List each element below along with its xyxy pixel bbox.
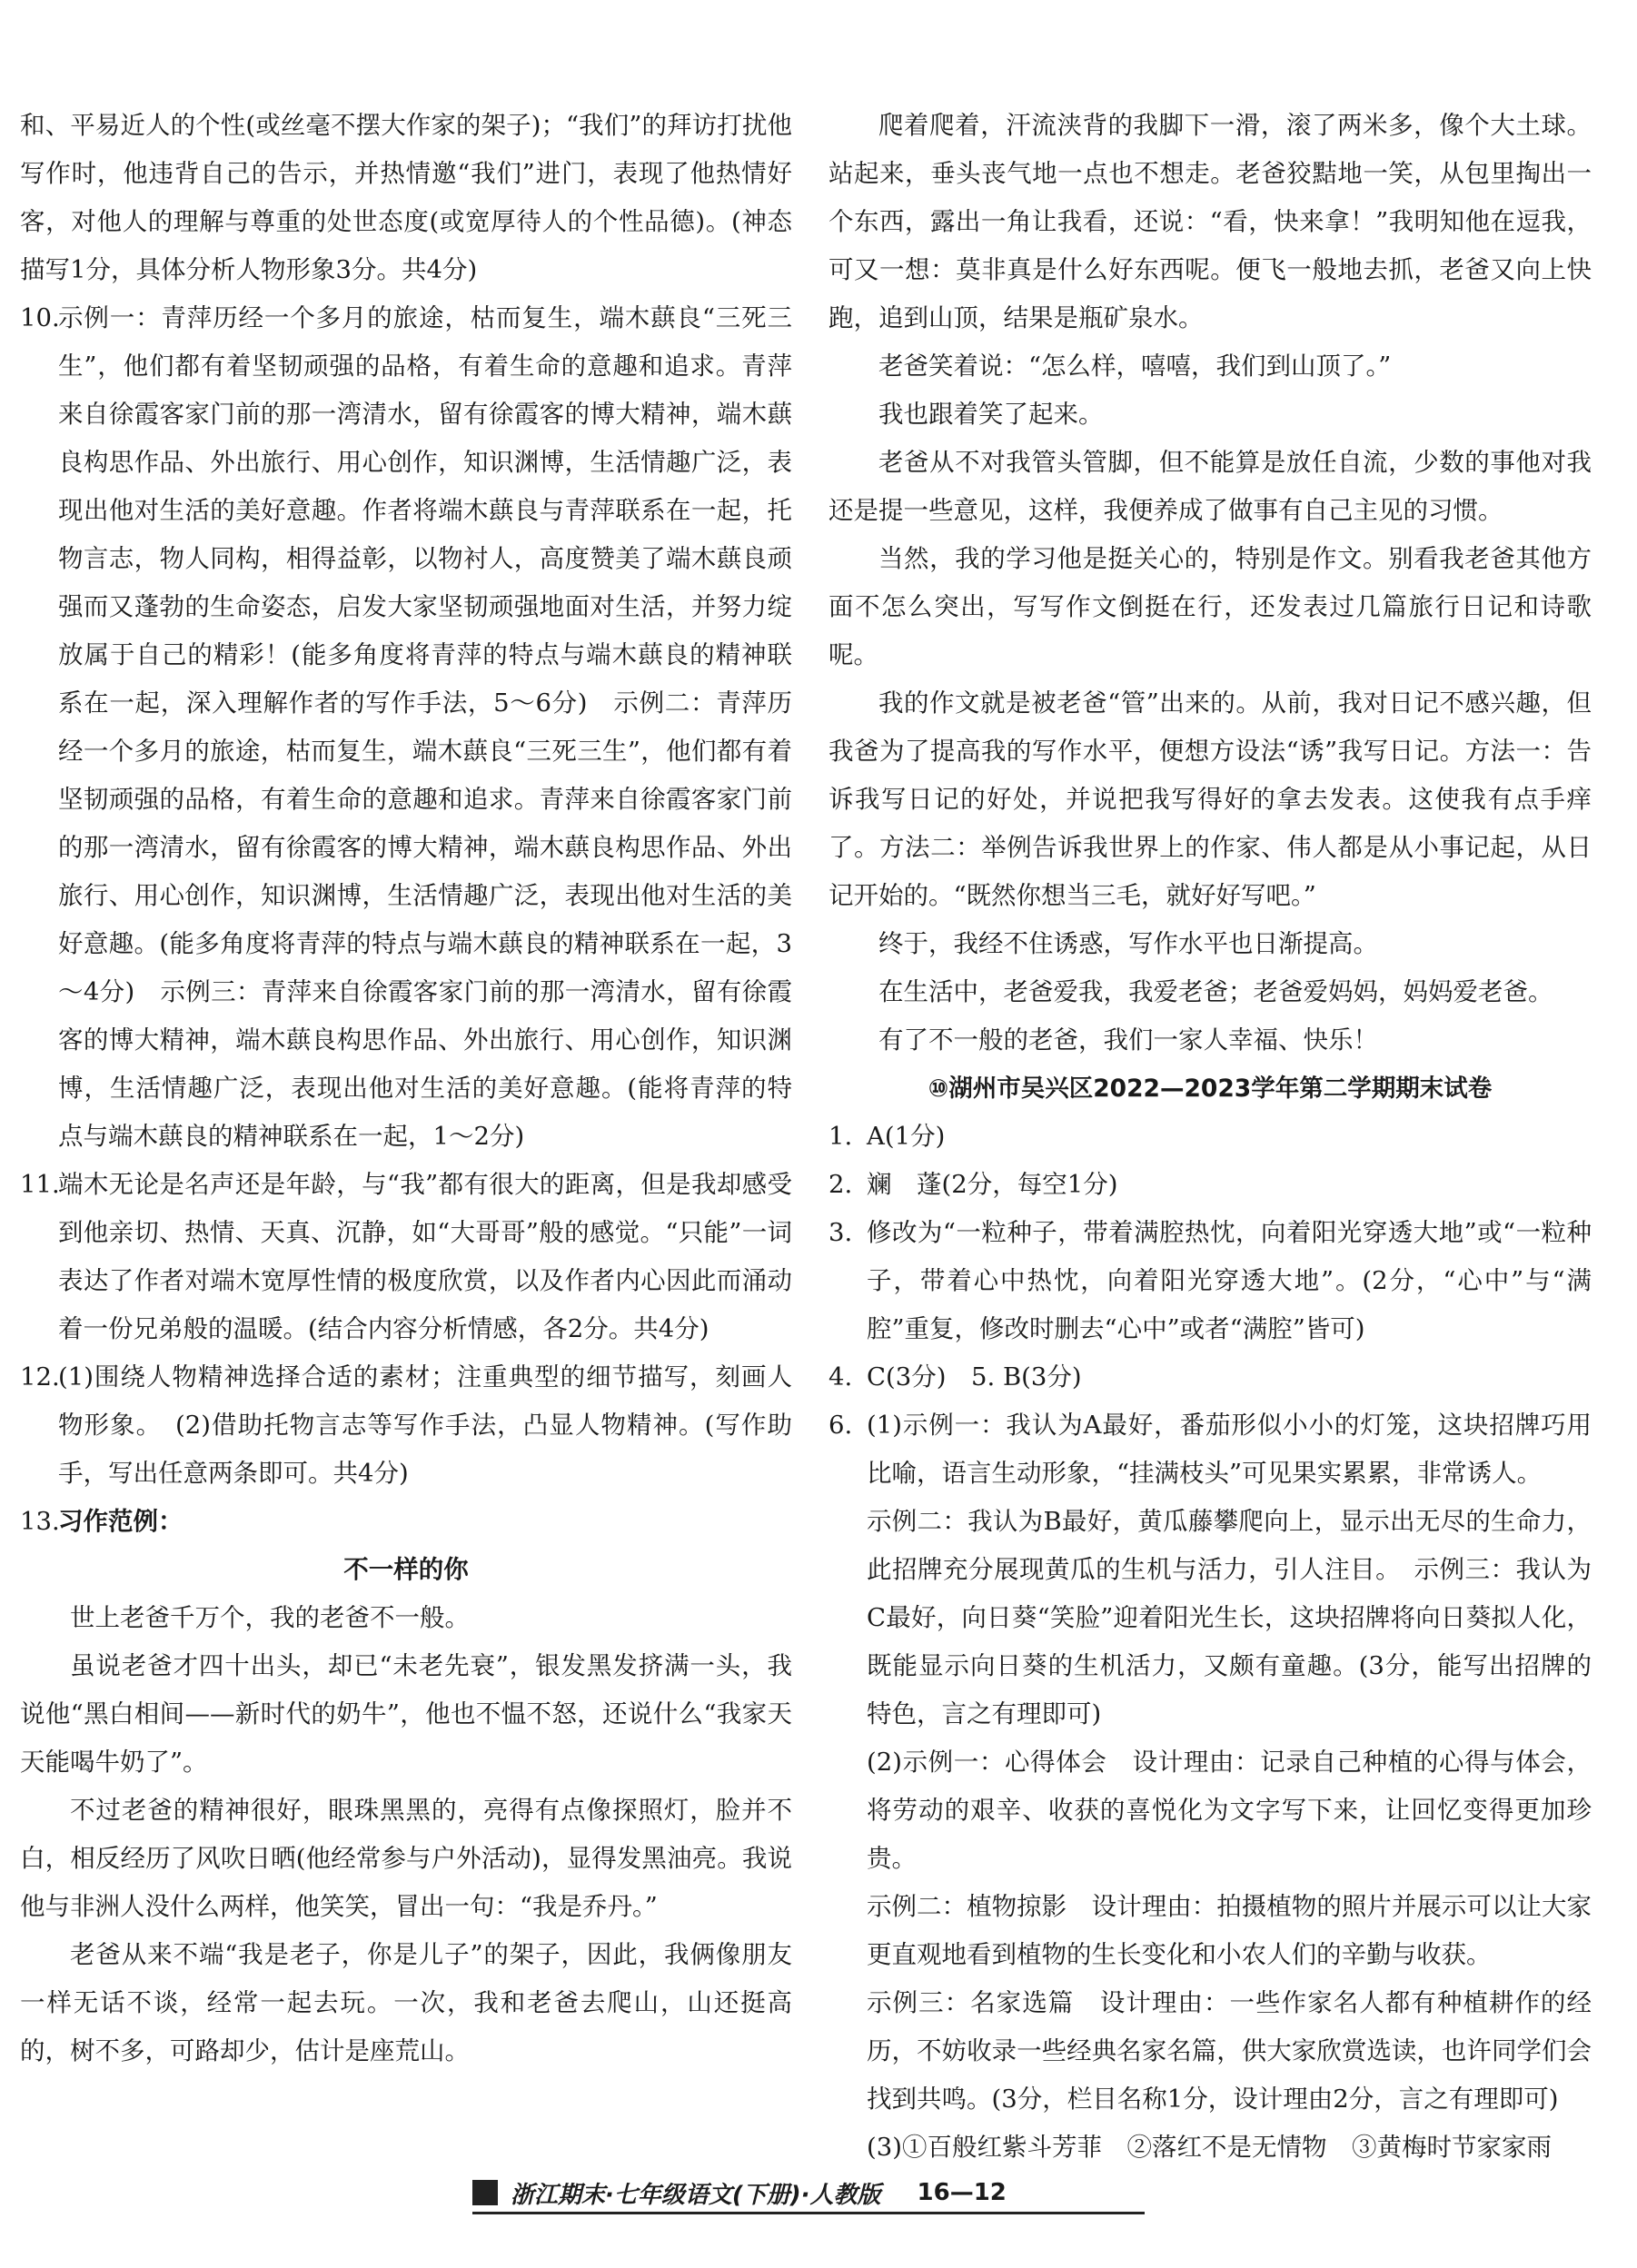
answer-item-11	[20, 1161, 792, 1353]
item-number: 10.	[20, 303, 60, 332]
essay-paragraph: 我也跟着笑了起来。	[878, 400, 1104, 429]
essay-paragraph: 当然，我的学习他是挺关心的，特别是作文。别看我老爸其他方面不怎么突出，写写作文倒挺在行，还发表过几篇旅行日记和诗歌呢。	[828, 544, 1592, 669]
answer-item-10	[20, 294, 792, 1161]
essay-paragraph: 爬着爬着，汗流浃背的我脚下一滑，滚了两米多，像个大土球。站起来，垂头丧气地一点也不想走。老爸狡黠地一笑，从包里掏出一个东西，露出一角让我看，还说：“看，快来拿！”我明知他在逗我，可又一想：莫非真是什么好东西呢。便飞一般地去抓，老爸又向上快跑，追到山顶，结果是瓶矿泉水。	[828, 111, 1592, 332]
page-footer	[472, 2165, 1145, 2220]
essay-paragraph: 有了不一般的老爸，我们一家人幸福、快乐！	[878, 1025, 1378, 1055]
item-text: (1)示例一：我认为A最好，番茄形似小小的灯笼，这块招牌巧用比喻，语言生动形象，“挂满枝头”可见果实累累，非常诱人。	[867, 1411, 1592, 1488]
item-text: 示例三：名家选篇 设计理由：一些作家名人都有种植耕作的经历，不妨收录一些经典名家名篇，供大家欣赏选读，也许同学们会找到共鸣。(3分，栏目名称1分，设计理由2分，言之有理即可)	[867, 1988, 1592, 2114]
essay-paragraph: 老爸从来不端“我是老子，你是儿子”的架子，因此，我俩像朋友一样无话不谈，经常一起去玩。一次，我和老爸去爬山，山还挺高的，树不多，可路却少，估计是座荒山。	[20, 1940, 792, 2065]
item-number: 4.	[828, 1362, 853, 1392]
answer-item-12	[20, 1353, 792, 1498]
essay-paragraph: 不过老爸的精神很好，眼珠黑黑的，亮得有点像探照灯，脸并不白，相反经历了风吹日晒(他经常参与户外活动)，显得发黑油亮。我说他与非洲人没什么两样，他笑笑，冒出一句：“我是乔丹。”	[20, 1796, 792, 1921]
answer-item-6	[828, 1401, 1592, 1498]
section-title: ⑩湖州市吴兴区2022—2023学年第二学期期末试卷	[928, 1075, 1493, 1103]
left-top-para: 和、平易近人的个性(或丝毫不摆大作家的架子)；“我们”的拜访打扰他写作时，他违背自己的告示，并热情邀“我们”进门，表现了他热情好客，对他人的理解与尊重的处世态度(或宽厚待人的个性品德)。(神态描写1分，具体分析人物形象3分。共4分)	[20, 111, 792, 284]
essay-paragraph: 老爸笑着说：“怎么样，嘻嘻，我们到山顶了。”	[878, 352, 1392, 381]
answer-item-2	[828, 1161, 1592, 1209]
item-text: 示例二：植物掠影 设计理由：拍摄植物的照片并展示可以让大家更直观地看到植物的生长变化和小农人们的辛勤与收获。	[867, 1892, 1592, 1969]
item-text: 斓 蓬(2分，每空1分)	[867, 1170, 1118, 1199]
page-number: 16—12	[917, 2179, 1007, 2206]
item-number: 1.	[828, 1122, 853, 1151]
item-text: 修改为“一粒种子，带着满腔热忱，向着阳光穿透大地”或“一粒种子，带着心中热忱，向着阳光穿透大地”。(2分，“心中”与“满腔”重复，修改时删去“心中”或者“满腔”皆可)	[867, 1218, 1592, 1343]
answer-item-4-5	[828, 1353, 1592, 1401]
essay-paragraph: 在生活中，老爸爱我，我爱老爸；老爸爱妈妈，妈妈爱老爸。	[878, 977, 1553, 1006]
answer-item-6-cont	[828, 1498, 1592, 2172]
item-text: A(1分)	[867, 1122, 946, 1151]
footer-underline	[472, 2212, 1145, 2214]
item-number: 6.	[828, 1411, 853, 1440]
essay-paragraph: 终于，我经不住诱惑，写作水平也日渐提高。	[878, 929, 1378, 958]
item-text: (1)围绕人物精神选择合适的素材；注重典型的细节描写，刻画人物形象。 (2)借助托物言志等写作手法，凸显人物精神。(写作助手，写出任意两条即可。共4分)	[58, 1362, 792, 1488]
left-column	[20, 102, 792, 2127]
item-number: 12.	[20, 1362, 60, 1392]
footer-title: 浙江期末·七年级语文(下册)·人教版	[511, 2181, 881, 2209]
essay-title: 不一样的你	[343, 1555, 469, 1584]
item-text: 示例二：我认为B最好，黄瓜藤攀爬向上，显示出无尽的生命力，此招牌充分展现黄瓜的生机与活力，引人注目。 示例三：我认为C最好，向日葵“笑脸”迎着阳光生长，这块招牌将向日葵拟人化，既能显示向日葵的生机活力，又颇有童趣。(3分，能写出招牌的特色，言之有理即可)	[867, 1507, 1592, 1728]
answer-item-1	[828, 1113, 1592, 1161]
publisher-logo-icon	[472, 2180, 498, 2205]
essay-paragraph: 世上老爸千万个，我的老爸不一般。	[70, 1603, 470, 1632]
essay-paragraph: 我的作文就是被老爸“管”出来的。从前，我对日记不感兴趣，但我爸为了提高我的写作水平，便想方设法“诱”我写日记。方法一：告诉我写日记的好处，并说把我写得好的拿去发表。这使我有点手痒了。方法二：举例告诉我世界上的作家、伟人都是从小事记起，从日记开始的。“既然你想当三毛，就好好写吧。”	[828, 688, 1592, 910]
item-text: 示例一：青萍历经一个多月的旅途，枯而复生，端木蕻良“三死三生”，他们都有着坚韧顽强的品格，有着生命的意趣和追求。青萍来自徐霞客家门前的那一湾清水，留有徐霞客的博大精神，端木蕻良构思作品、外出旅行、用心创作，知识渊博，生活情趣广泛，表现出他对生活的美好意趣。作者将端木蕻良与青萍联系在一起，托物言志，物人同构，相得益彰，以物衬人，高度赞美了端木蕻良顽强而又蓬勃的生命姿态，启发大家坚韧顽强地面对生活，并努力绽放属于自己的精彩！(能多角度将青萍的特点与端木蕻良的精神联系在一起，深入理解作者的写作手法，5～6分) 示例二：青萍历经一个多月的旅途，枯而复生，端木蕻良“三死三生”，他们都有着坚韧顽强的品格，有着生命的意趣和追求。青萍来自徐霞客家门前的那一湾清水，留有徐霞客的博大精神，端木蕻良构思作品、外出旅行、用心创作，知识渊博，生活情趣广泛，表现出他对生活的美好意趣。(能多角度将青萍的特点与端木蕻良的精神联系在一起，3～4分) 示例三：青萍来自徐霞客家门前的那一湾清水，留有徐霞客的博大精神，端木蕻良构思作品、外出旅行、用心创作，知识渊博，生活情趣广泛，表现出他对生活的美好意趣。(能将青萍的特点与端木蕻良的精神联系在一起，1～2分)	[58, 303, 792, 1151]
item-text: (2)示例一：心得体会 设计理由：记录自己种植的心得与体会，将劳动的艰辛、收获的喜悦化为文字写下来，让回忆变得更加珍贵。	[867, 1748, 1592, 1873]
answer-item-13	[20, 1498, 792, 1546]
answer-item-3	[828, 1209, 1592, 1353]
right-column	[828, 102, 1592, 2162]
item-number: 13.	[20, 1507, 60, 1536]
item-text: 习作范例：	[58, 1507, 184, 1536]
essay-paragraph: 虽说老爸才四十出头，却已“未老先衰”，银发黑发挤满一头，我说他“黑白相间——新时代的奶牛”，他也不愠不怒，还说什么“我家天天能喝牛奶了”。	[20, 1651, 792, 1777]
item-number: 2.	[828, 1170, 853, 1199]
item-text: C(3分) 5. B(3分)	[867, 1362, 1082, 1392]
item-text: 端木无论是名声还是年龄，与“我”都有很大的距离，但是我却感受到他亲切、热情、天真、沉静，如“大哥哥”般的感觉。“只能”一词表达了作者对端木宽厚性情的极度欣赏，以及作者内心因此而涌动着一份兄弟般的温暖。(结合内容分析情感，各2分。共4分)	[58, 1170, 792, 1343]
item-number: 3.	[828, 1218, 853, 1247]
item-number: 11.	[20, 1170, 60, 1199]
essay-paragraph: 老爸从不对我管头管脚，但不能算是放任自流，少数的事他对我还是提一些意见，这样，我便养成了做事有自己主见的习惯。	[828, 448, 1592, 525]
item-text: (3)①百般红紫斗芳菲 ②落红不是无情物 ③黄梅时节家家雨	[867, 2133, 1552, 2162]
